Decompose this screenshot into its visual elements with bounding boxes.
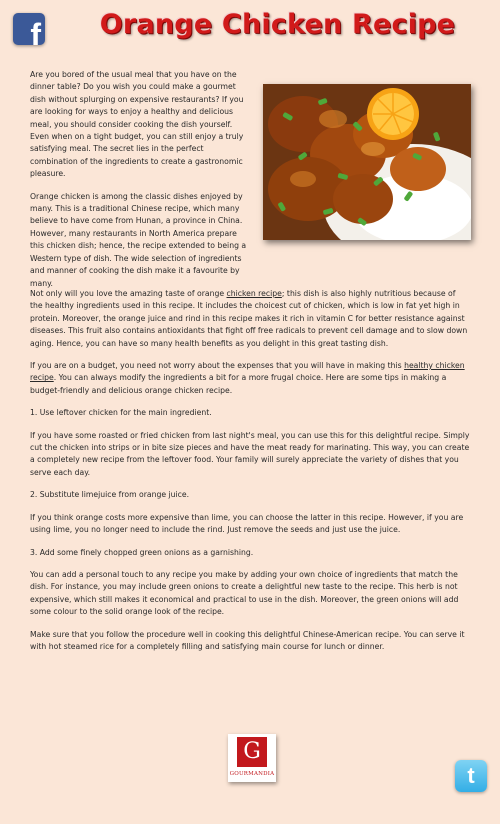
paragraph-nutrition: Not only will you love the amazing taste of orange chicken recipe; this dish is also highly nutritious because of the healthy ingredients used in this recipe. It includes the choicest cut of chicken, which is low in fat yet high in protein. Moreover, the orange juice and rind in this recipe makes it rich in vitamin C for better resistance against diseases. This fruit also contains antioxidants that fight off free radicals to prevent cell damage and to slow down aging. Hence, you can have so many health benefits as you delight in this great tasting dish. [30, 289, 468, 348]
tip-3-body: You can add a personal touch to any recipe you make by adding your own choice of ingredients that match the dish. For instance, you may include green onions to create a delightful new taste to the recipe. This herb is not expensive, which still makes it economical and practical to use in the dish. Moreover, the green onions will add some colour to the solid orange look of the recipe. [30, 569, 459, 617]
tip-1-body: If you have some roasted or fried chicken from last night's meal, you can use this for this delightful recipe. Simply cut the chicken into strips or in bite size pieces and have the meat ready for marinating. This way, you can create a completely new recipe from the leftover food. Your family will surely appreciate the variety of dishes that you serve each day. [30, 430, 470, 477]
tip-3-heading: 3. Add some finely chopped green onions as a garnishing. [30, 547, 254, 557]
orange-chicken-photo [263, 84, 471, 240]
chicken-recipe-link[interactable]: chicken recipe [226, 289, 282, 298]
healthy-chicken-recipe-link[interactable]: healthy chicken recipe [30, 361, 465, 383]
intro-paragraph-1: Are you bored of the usual meal that you have on the dinner table? Do you wish you could make a gourmet dish without splurging on expensive restaurants? If you are looking for ways to enjoy a healthy and delicious meal, you should consider cooking the dish yourself. Even when on a tight budget, you can still enjoy a truly satisfying meal. The secret lies in the perfect combination of the ingredients to create a gastronomic pleasure. [30, 70, 244, 179]
tip-2-body: If you think orange costs more expensive than lime, you can choose the latter in this recipe. However, if you are using lime, you no longer need to include the rind. Just remove the seeds and just use the juice. [30, 512, 464, 535]
facebook-icon[interactable]: f [13, 13, 45, 45]
gourmandia-logo[interactable] [228, 734, 276, 782]
intro-paragraph-2: Orange chicken is among the classic dishes enjoyed by many. This is a traditional Chinese recipe, which many believe to have come from Hunan, a province in China. However, many restaurants in North America prepare this chicken dish; hence, the recipe extended to being a Western type of dish. The wide selection of ingredients and manner of cooking the dish make it a favourite by many. [30, 191, 247, 288]
tip-2-heading: 2. Substitute limejuice from orange juice. [30, 490, 190, 500]
closing-paragraph: Make sure that you follow the procedure well in cooking this delightful Chinese-American recipe. You can serve it with hot steamed rice for a completely filling and satisfying main course for lunch or dinner. [30, 629, 465, 651]
paragraph-budget: If you are on a budget, you need not worry about the expenses that you will have in making this healthy chicken recipe. You can always modify the ingredients a bit for a more frugal choice. Here are some tips in making a budget-friendly and delicious orange chicken recipe. [30, 361, 465, 395]
twitter-icon[interactable]: t [455, 760, 487, 792]
tip-1-heading: 1. Use leftover chicken for the main ingredient. [30, 408, 212, 418]
article-body [30, 288, 470, 663]
logo-brand-text: GOURMANDIA [229, 771, 275, 777]
logo-letter: G [237, 737, 267, 767]
intro-column [30, 69, 252, 300]
page-title: Orange Chicken Recipe [99, 9, 456, 40]
